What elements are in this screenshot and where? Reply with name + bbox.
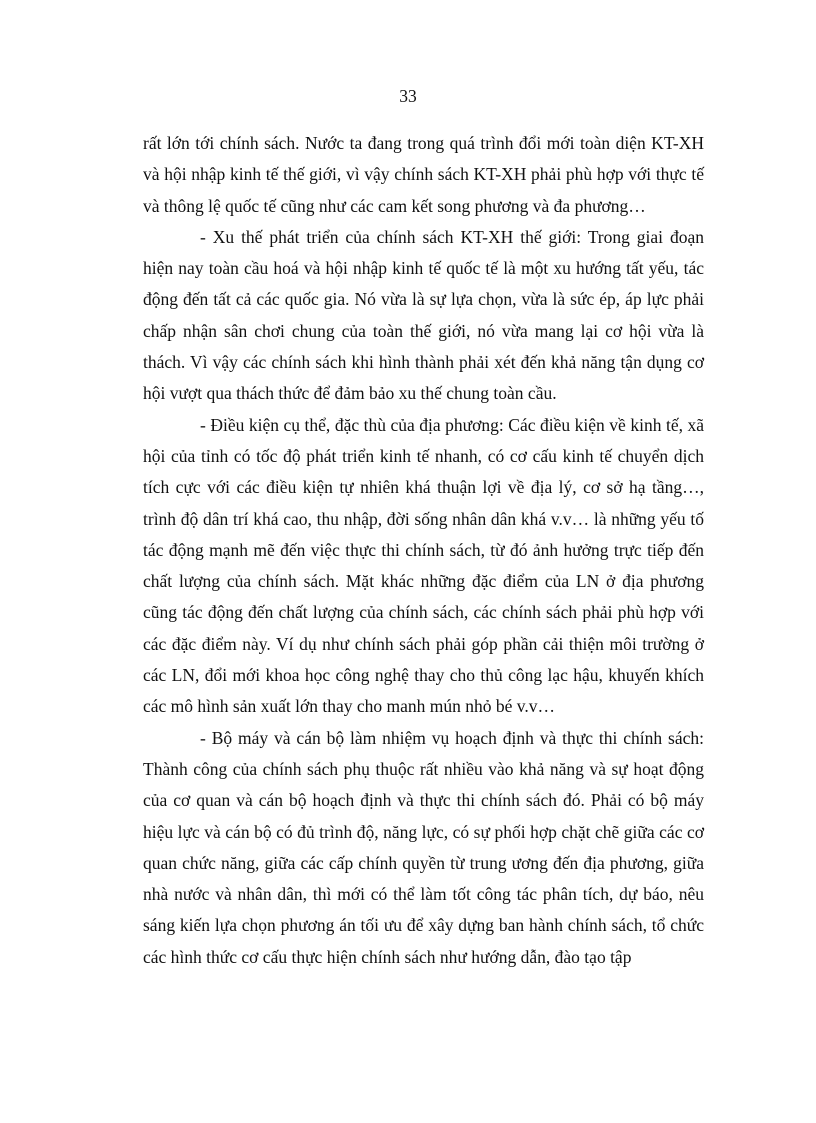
paragraph-1: rất lớn tới chính sách. Nước ta đang trong quá trình đổi mới toàn diện KT-XH và hội nhập kinh tế thế giới, vì vậy chính sách KT-XH phải phù hợp với thực tế và thông lệ quốc tế cũng như các cam kết song phương và đa phương… xyxy=(143,133,704,216)
paragraph-2: - Xu thế phát triển của chính sách KT-XH thế giới: Trong giai đoạn hiện nay toàn cầu hoá và hội nhập kinh tế quốc tế là một xu hướng tất yếu, tác động đến tất cả các quốc gia. Nó vừa là sự lựa chọn, vừa là sức ép, áp lực phải chấp nhận sân chơi chung của toàn thế giới, nó vừa mang lại cơ hội vừa là thách. Vì vậy các chính sách khi hình thành phải xét đến khả năng tận dụng cơ hội vượt qua thách thức để đảm bảo xu thế chung toàn cầu. xyxy=(143,226,704,404)
page-number: 33 xyxy=(399,86,417,106)
body-text xyxy=(143,128,704,973)
paragraph-3: - Điều kiện cụ thể, đặc thù của địa phương: Các điều kiện về kinh tế, xã hội của tỉnh có tốc độ phát triển kinh tế nhanh, có cơ cấu kinh tế chuyển dịch tích cực với các điều kiện tự nhiên khá thuận lợi về địa lý, cơ sở hạ tầng…, trình độ dân trí khá cao, thu nhập, đời sống nhân dân khá v.v… là những yếu tố tác động mạnh mẽ đến việc thực thi chính sách, từ đó ảnh hưởng trực tiếp đến chất lượng của chính sách. Mặt khác những đặc điểm của LN ở địa phương cũng tác động đến chất lượng của chính sách, các chính sách phải phù hợp với các đặc điểm này. Ví dụ như chính sách phải góp phần cải thiện môi trường ở các LN, đổi mới khoa học công nghệ thay cho thủ công lạc hậu, khuyến khích các mô hình sản xuất lớn thay cho manh mún nhỏ bé v.v… xyxy=(143,414,704,717)
paragraph-4: - Bộ máy và cán bộ làm nhiệm vụ hoạch định và thực thi chính sách: Thành công của chính sách phụ thuộc rất nhiều vào khả năng và sự hoạt động của cơ quan và cán bộ hoạch định và thực thi chính sách đó. Phải có bộ máy hiệu lực và cán bộ có đủ trình độ, năng lực, có sự phối hợp chặt chẽ giữa các cơ quan chức năng, giữa các cấp chính quyền từ trung ương đến địa phương, giữa nhà nước và nhân dân, thì mới có thể làm tốt công tác phân tích, dự báo, nêu sáng kiến lựa chọn phương án tối ưu để xây dựng ban hành chính sách, tổ chức các hình thức cơ cấu thực hiện chính sách như hướng dẫn, đào tạo tập xyxy=(143,727,704,967)
